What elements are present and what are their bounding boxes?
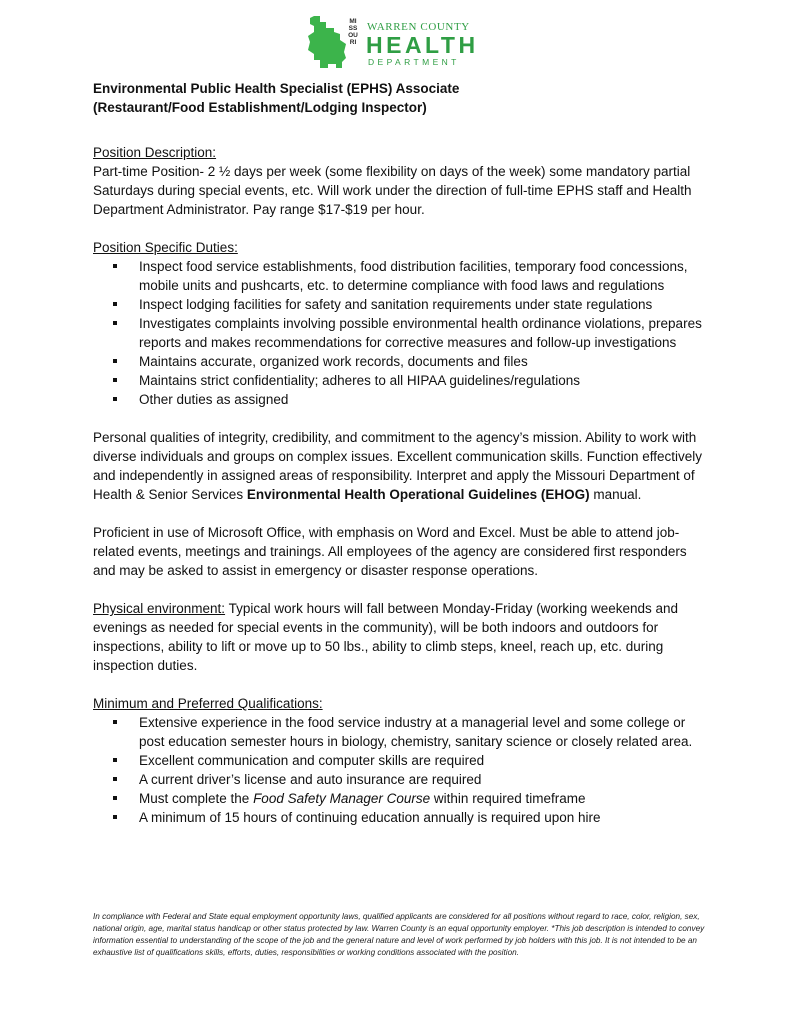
bullet-icon: [113, 321, 117, 325]
bullet-icon: [113, 758, 117, 762]
bullet-icon: [113, 720, 117, 724]
logo-county-text: WARREN COUNTY: [367, 21, 470, 33]
physical-environment-paragraph: [93, 599, 708, 675]
bullet-icon: [113, 815, 117, 819]
list-item: [139, 808, 708, 827]
list-item: [139, 314, 708, 352]
bullet-icon: [113, 397, 117, 401]
logo-state-text: MISSOURI: [348, 18, 358, 46]
duty-text: Inspect food service establishments, food distribution facilities, temporary food concessions, mobile units and pushcarts, etc. to determine compliance with food laws and regulations: [139, 259, 688, 293]
qualification-text: A current driver’s license and auto insurance are required: [139, 772, 482, 787]
duty-text: Maintains accurate, organized work records, documents and files: [139, 354, 528, 369]
duty-text: Other duties as assigned: [139, 392, 289, 407]
physical-environment-heading: Physical environment:: [93, 601, 226, 616]
list-item: [139, 371, 708, 390]
duty-text: Investigates complaints involving possible environmental health ordinance violations, prepares reports and makes recommendations for corrective measures and follow-up investigations: [139, 316, 702, 350]
duties-list: [93, 257, 708, 409]
list-item: [139, 295, 708, 314]
missouri-map-icon: [306, 14, 348, 70]
bullet-icon: [113, 302, 117, 306]
qualification-text: A minimum of 15 hours of continuing education annually is required upon hire: [139, 810, 601, 825]
job-title-line-2: (Restaurant/Food Establishment/Lodging Inspector): [93, 100, 427, 115]
duties-heading: Position Specific Duties:: [93, 240, 238, 255]
bullet-icon: [113, 378, 117, 382]
job-description-document: [93, 79, 708, 827]
logo-department-text: DEPARTMENT: [368, 57, 460, 67]
list-item: [139, 770, 708, 789]
qualifications-heading: Minimum and Preferred Qualifications:: [93, 696, 323, 711]
eeo-disclaimer-footer: In compliance with Federal and State equal employment opportunity laws, qualified applicants are considered for all positions without regard to race, color, religion, sex, national origin, age, marital status handicap or other status protected by law. Warren County is an equal opportunity employer. *This job description is intended to convey information essential to understanding of the scope of the job and the general nature and level of work performed by job holders with this job. It is not intended to be an exhaustive list of qualifications skills, efforts, duties, responsibilities or working conditions associated with the position.: [93, 912, 705, 957]
qualification-text-pre: Must complete the: [139, 791, 254, 806]
duty-text: Inspect lodging facilities for safety and sanitation requirements under state regulations: [139, 297, 653, 312]
ehog-manual-name: Environmental Health Operational Guidelines (EHOG): [246, 487, 590, 502]
logo-health-text: HEALTH: [366, 32, 479, 58]
list-item: [139, 257, 708, 295]
list-item: [139, 789, 708, 808]
personal-qualities-tail: manual.: [589, 487, 642, 502]
proficiency-paragraph: Proficient in use of Microsoft Office, with emphasis on Word and Excel. Must be able to attend job-related events, meetings and trainings. All employees of the agency are considered first responders and may be asked to assist in emergency or disaster response operations.: [93, 525, 687, 578]
bullet-icon: [113, 359, 117, 363]
qualifications-list: [93, 713, 708, 827]
duty-text: Maintains strict confidentiality; adheres to all HIPAA guidelines/regulations: [139, 373, 580, 388]
qualification-text: Extensive experience in the food service industry at a managerial level and some college or post education semester hours in biology, chemistry, sanitary science or closely related area.: [139, 715, 693, 749]
job-title-line-1: Environmental Public Health Specialist (EPHS) Associate: [93, 81, 460, 96]
personal-qualities-paragraph: [93, 428, 708, 504]
list-item: [139, 352, 708, 371]
warren-county-health-logo: [306, 14, 486, 70]
list-item: [139, 751, 708, 770]
bullet-icon: [113, 264, 117, 268]
list-item: [139, 390, 708, 409]
list-item: [139, 713, 708, 751]
physical-environment-text: Typical work hours will fall between Monday-Friday (working weekends and evenings as needed for special events in the community), will be both indoors and outdoors for inspections, ability to lift or move up to 50 lbs., ability to climb steps, kneel, reach up, etc. during inspection duties.: [93, 601, 679, 673]
position-description-heading: Position Description:: [93, 145, 217, 160]
qualification-text-post: within required timeframe: [430, 791, 586, 806]
position-description-text: Part-time Position- 2 ½ days per week (some flexibility on days of the week) some mandatory partial Saturdays during special events, etc. Will work under the direction of full-time EPHS staff and Health Department Administrator. Pay range $17-$19 per hour.: [93, 164, 692, 217]
bullet-icon: [113, 796, 117, 800]
bullet-icon: [113, 777, 117, 781]
qualification-text: Excellent communication and computer skills are required: [139, 753, 485, 768]
food-safety-course-name: Food Safety Manager Course: [253, 791, 431, 806]
personal-qualities-text: Personal qualities of integrity, credibility, and commitment to the agency’s mission. Ability to work with diverse individuals and groups on complex issues. Excellent communication skills. Function effectively and independently in assigned areas of responsibility. Interpret and apply the Missouri Department of Health & Senior Services: [93, 430, 703, 502]
